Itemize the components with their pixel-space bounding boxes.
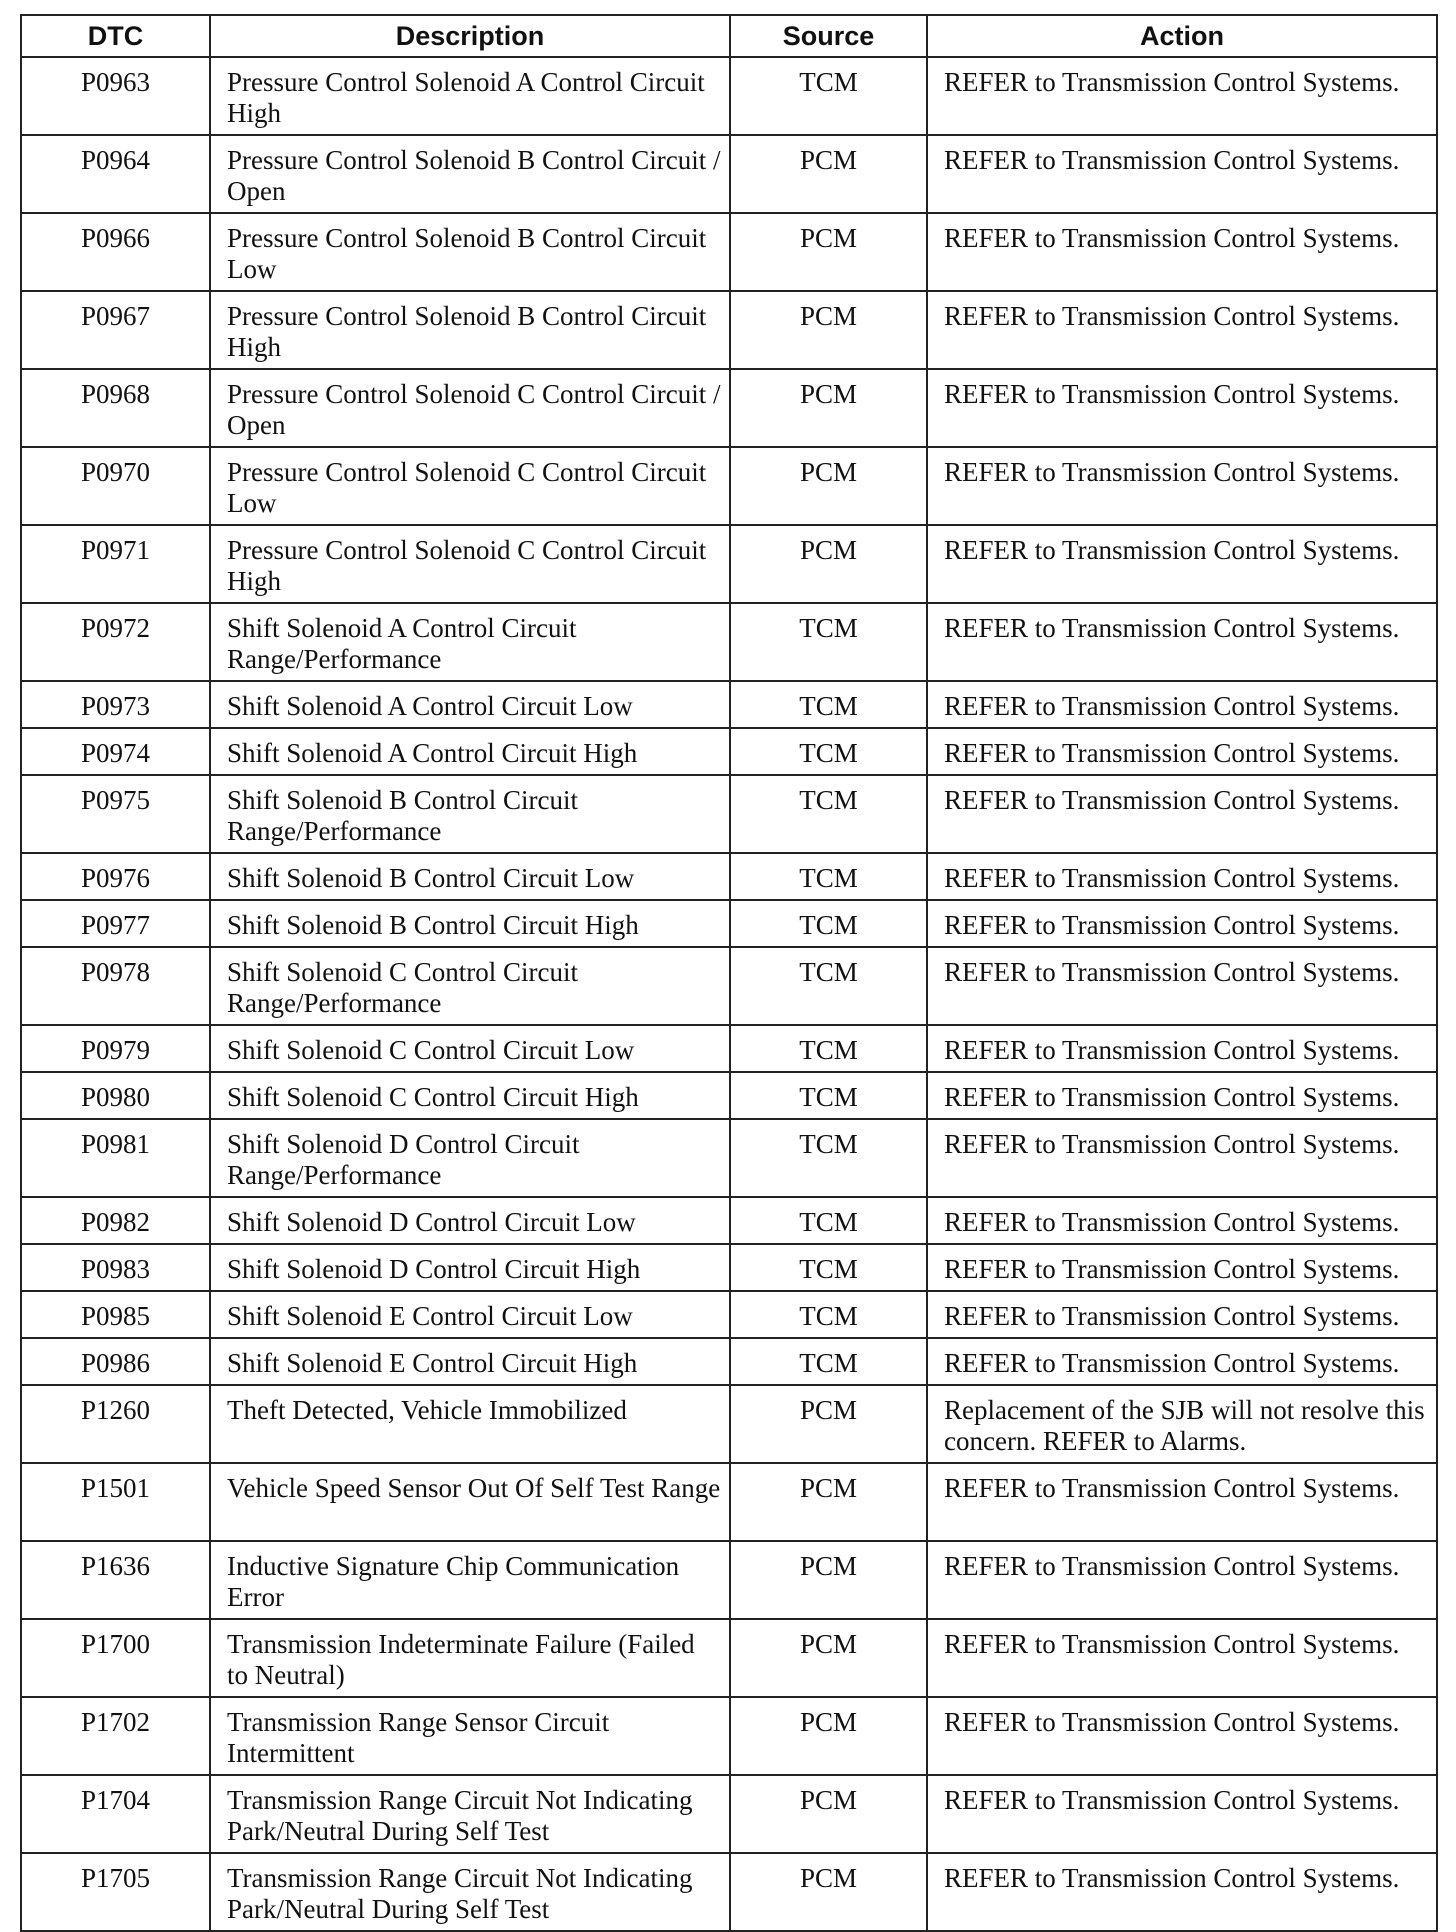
column-header-dtc: DTC — [21, 15, 210, 57]
dtc-code: P1700 — [21, 1619, 210, 1697]
dtc-source: PCM — [730, 291, 927, 369]
table-row — [21, 1072, 1437, 1119]
dtc-description: Shift Solenoid A Control Circuit High — [210, 728, 730, 775]
dtc-code: P0963 — [21, 57, 210, 135]
table-row — [21, 1291, 1437, 1338]
table-row — [21, 1197, 1437, 1244]
table-row — [21, 728, 1437, 775]
dtc-action: REFER to Transmission Control Systems. — [927, 1197, 1437, 1244]
dtc-description: Pressure Control Solenoid A Control Circuit High — [210, 57, 730, 135]
table-row — [21, 213, 1437, 291]
table-row — [21, 291, 1437, 369]
dtc-action: REFER to Transmission Control Systems. — [927, 1619, 1437, 1697]
dtc-source: PCM — [730, 1853, 927, 1931]
dtc-action: REFER to Transmission Control Systems. — [927, 1338, 1437, 1385]
dtc-code: P0981 — [21, 1119, 210, 1197]
table-header-row — [21, 15, 1437, 57]
dtc-table — [20, 14, 1438, 1932]
dtc-description: Transmission Range Circuit Not Indicating Park/Neutral During Self Test — [210, 1775, 730, 1853]
dtc-code: P0966 — [21, 213, 210, 291]
dtc-description: Shift Solenoid A Control Circuit Range/Performance — [210, 603, 730, 681]
dtc-code: P1260 — [21, 1385, 210, 1463]
dtc-description: Shift Solenoid D Control Circuit Low — [210, 1197, 730, 1244]
dtc-action: REFER to Transmission Control Systems. — [927, 1775, 1437, 1853]
dtc-code: P1702 — [21, 1697, 210, 1775]
table-row — [21, 57, 1437, 135]
dtc-code: P1704 — [21, 1775, 210, 1853]
dtc-description: Pressure Control Solenoid C Control Circuit Low — [210, 447, 730, 525]
dtc-description: Theft Detected, Vehicle Immobilized — [210, 1385, 730, 1463]
dtc-action: REFER to Transmission Control Systems. — [927, 1853, 1437, 1931]
dtc-code: P0974 — [21, 728, 210, 775]
dtc-code: P0977 — [21, 900, 210, 947]
dtc-source: TCM — [730, 728, 927, 775]
table-row — [21, 603, 1437, 681]
dtc-description: Pressure Control Solenoid B Control Circuit High — [210, 291, 730, 369]
table-row — [21, 1619, 1437, 1697]
dtc-code: P0970 — [21, 447, 210, 525]
dtc-code: P0979 — [21, 1025, 210, 1072]
table-row — [21, 1697, 1437, 1775]
dtc-code: P0976 — [21, 853, 210, 900]
dtc-description: Shift Solenoid D Control Circuit High — [210, 1244, 730, 1291]
dtc-action: REFER to Transmission Control Systems. — [927, 1463, 1437, 1541]
dtc-source: TCM — [730, 1119, 927, 1197]
dtc-description: Shift Solenoid A Control Circuit Low — [210, 681, 730, 728]
dtc-code: P1636 — [21, 1541, 210, 1619]
dtc-source: TCM — [730, 57, 927, 135]
table-row — [21, 947, 1437, 1025]
dtc-action: REFER to Transmission Control Systems. — [927, 1025, 1437, 1072]
dtc-action: REFER to Transmission Control Systems. — [927, 369, 1437, 447]
column-header-source: Source — [730, 15, 927, 57]
dtc-description: Shift Solenoid B Control Circuit High — [210, 900, 730, 947]
dtc-description: Shift Solenoid E Control Circuit Low — [210, 1291, 730, 1338]
dtc-source: PCM — [730, 213, 927, 291]
dtc-description: Pressure Control Solenoid B Control Circuit Low — [210, 213, 730, 291]
dtc-code: P0975 — [21, 775, 210, 853]
dtc-action: REFER to Transmission Control Systems. — [927, 900, 1437, 947]
table-row — [21, 681, 1437, 728]
column-header-description: Description — [210, 15, 730, 57]
table-row — [21, 775, 1437, 853]
dtc-action: REFER to Transmission Control Systems. — [927, 1291, 1437, 1338]
table-row — [21, 447, 1437, 525]
dtc-action: REFER to Transmission Control Systems. — [927, 213, 1437, 291]
table-row — [21, 1853, 1437, 1931]
dtc-source: PCM — [730, 369, 927, 447]
dtc-code: P1501 — [21, 1463, 210, 1541]
dtc-source: PCM — [730, 1697, 927, 1775]
table-row — [21, 853, 1437, 900]
dtc-description: Shift Solenoid D Control Circuit Range/Performance — [210, 1119, 730, 1197]
dtc-source: TCM — [730, 1197, 927, 1244]
dtc-description: Transmission Indeterminate Failure (Failed to Neutral) — [210, 1619, 730, 1697]
dtc-description: Inductive Signature Chip Communication Error — [210, 1541, 730, 1619]
dtc-code: P0980 — [21, 1072, 210, 1119]
dtc-description: Pressure Control Solenoid B Control Circuit / Open — [210, 135, 730, 213]
column-header-action: Action — [927, 15, 1437, 57]
dtc-description: Shift Solenoid B Control Circuit Low — [210, 853, 730, 900]
dtc-action: Replacement of the SJB will not resolve this concern. REFER to Alarms. — [927, 1385, 1437, 1463]
dtc-action: REFER to Transmission Control Systems. — [927, 1244, 1437, 1291]
dtc-description: Shift Solenoid E Control Circuit High — [210, 1338, 730, 1385]
dtc-code: P0967 — [21, 291, 210, 369]
dtc-source: PCM — [730, 135, 927, 213]
dtc-action: REFER to Transmission Control Systems. — [927, 1541, 1437, 1619]
dtc-action: REFER to Transmission Control Systems. — [927, 681, 1437, 728]
table-row — [21, 1025, 1437, 1072]
dtc-action: REFER to Transmission Control Systems. — [927, 775, 1437, 853]
dtc-source: PCM — [730, 1541, 927, 1619]
dtc-description: Shift Solenoid C Control Circuit High — [210, 1072, 730, 1119]
dtc-source: PCM — [730, 1385, 927, 1463]
dtc-source: TCM — [730, 1338, 927, 1385]
dtc-action: REFER to Transmission Control Systems. — [927, 291, 1437, 369]
dtc-source: PCM — [730, 525, 927, 603]
dtc-code: P1705 — [21, 1853, 210, 1931]
dtc-action: REFER to Transmission Control Systems. — [927, 1119, 1437, 1197]
dtc-code: P0971 — [21, 525, 210, 603]
table-row — [21, 900, 1437, 947]
dtc-code: P0982 — [21, 1197, 210, 1244]
table-row — [21, 1541, 1437, 1619]
dtc-code: P0978 — [21, 947, 210, 1025]
dtc-action: REFER to Transmission Control Systems. — [927, 135, 1437, 213]
dtc-source: TCM — [730, 1291, 927, 1338]
dtc-action: REFER to Transmission Control Systems. — [927, 853, 1437, 900]
table-row — [21, 525, 1437, 603]
dtc-source: PCM — [730, 447, 927, 525]
dtc-source: TCM — [730, 1025, 927, 1072]
dtc-source: TCM — [730, 947, 927, 1025]
dtc-source: TCM — [730, 900, 927, 947]
dtc-description: Pressure Control Solenoid C Control Circuit / Open — [210, 369, 730, 447]
dtc-code: P0972 — [21, 603, 210, 681]
table-row — [21, 369, 1437, 447]
table-row — [21, 1119, 1437, 1197]
dtc-action: REFER to Transmission Control Systems. — [927, 728, 1437, 775]
dtc-code: P0968 — [21, 369, 210, 447]
dtc-action: REFER to Transmission Control Systems. — [927, 447, 1437, 525]
dtc-action: REFER to Transmission Control Systems. — [927, 1697, 1437, 1775]
dtc-source: TCM — [730, 853, 927, 900]
dtc-code: P0983 — [21, 1244, 210, 1291]
dtc-action: REFER to Transmission Control Systems. — [927, 603, 1437, 681]
dtc-source: PCM — [730, 1463, 927, 1541]
dtc-source: TCM — [730, 603, 927, 681]
dtc-source: TCM — [730, 1072, 927, 1119]
table-row — [21, 1463, 1437, 1541]
dtc-code: P0973 — [21, 681, 210, 728]
dtc-source: TCM — [730, 1244, 927, 1291]
table-row — [21, 1775, 1437, 1853]
dtc-code: P0986 — [21, 1338, 210, 1385]
table-row — [21, 1244, 1437, 1291]
dtc-action: REFER to Transmission Control Systems. — [927, 947, 1437, 1025]
dtc-description: Shift Solenoid B Control Circuit Range/Performance — [210, 775, 730, 853]
dtc-source: TCM — [730, 681, 927, 728]
dtc-description: Shift Solenoid C Control Circuit Range/Performance — [210, 947, 730, 1025]
dtc-description: Transmission Range Circuit Not Indicating Park/Neutral During Self Test — [210, 1853, 730, 1931]
dtc-description: Transmission Range Sensor Circuit Intermittent — [210, 1697, 730, 1775]
dtc-description: Shift Solenoid C Control Circuit Low — [210, 1025, 730, 1072]
dtc-description: Pressure Control Solenoid C Control Circuit High — [210, 525, 730, 603]
table-row — [21, 135, 1437, 213]
dtc-action: REFER to Transmission Control Systems. — [927, 57, 1437, 135]
dtc-code: P0964 — [21, 135, 210, 213]
dtc-code: P0985 — [21, 1291, 210, 1338]
table-row — [21, 1385, 1437, 1463]
dtc-source: TCM — [730, 775, 927, 853]
dtc-source: PCM — [730, 1619, 927, 1697]
dtc-action: REFER to Transmission Control Systems. — [927, 1072, 1437, 1119]
table-row — [21, 1338, 1437, 1385]
dtc-source: PCM — [730, 1775, 927, 1853]
dtc-action: REFER to Transmission Control Systems. — [927, 525, 1437, 603]
dtc-description: Vehicle Speed Sensor Out Of Self Test Range — [210, 1463, 730, 1541]
